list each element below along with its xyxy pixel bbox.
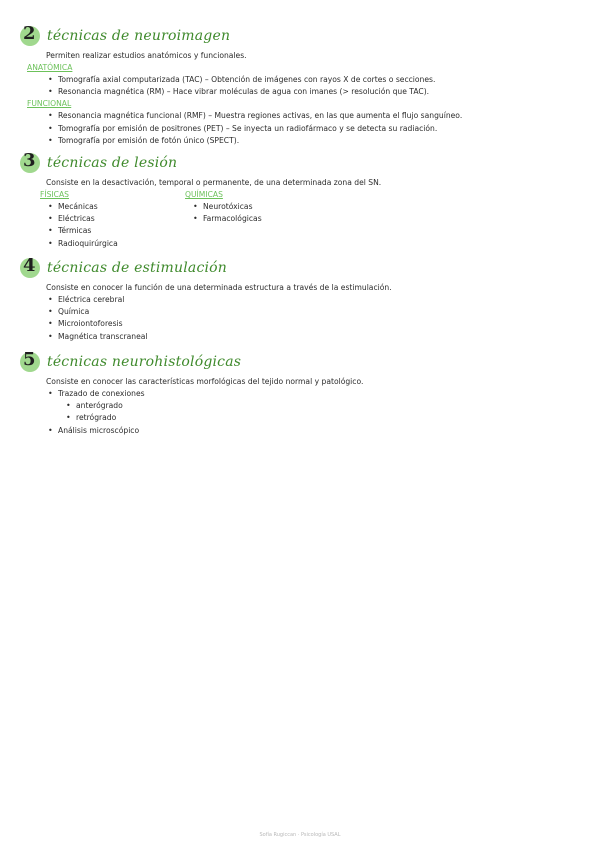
section-neurohistologicas: [20, 350, 580, 437]
list-item: • Eléctricas: [20, 213, 165, 225]
section-neuroimagen: [20, 24, 580, 147]
section-header: [20, 350, 580, 374]
number-badge: [20, 257, 42, 279]
section-number: 5: [23, 349, 36, 370]
list-item: • Eléctrica cerebral: [20, 294, 580, 306]
section-title: técnicas de lesión: [47, 155, 178, 171]
list-item: • Trazado de conexiones: [20, 388, 580, 400]
list-item: • Radioquirúrgica: [20, 238, 165, 250]
section-estimulacion: [20, 256, 580, 343]
sub-list-item: • retrógrado: [20, 412, 580, 424]
page-footer: Sofía Rugiccan · Psicología USAL: [259, 832, 341, 838]
section-title: técnicas de estimulación: [47, 260, 228, 276]
list-item: • Resonancia magnética (RM) – Hace vibrar moléculas de agua con imanes (> resolución que TAC).: [20, 86, 580, 98]
section-number: 2: [23, 23, 36, 44]
section-header: [20, 256, 580, 280]
list-item: • Magnética transcraneal: [20, 331, 580, 343]
list-item: • Mecánicas: [20, 201, 165, 213]
estimulacion-list: [20, 294, 580, 343]
neurohistologicas-list: [20, 388, 580, 437]
section-intro: Permiten realizar estudios anatómicos y funcionales.: [46, 51, 247, 60]
section-intro: Consiste en conocer las características morfológicas del tejido normal y patológico.: [46, 377, 364, 386]
list-item: • Análisis microscópico: [20, 425, 580, 437]
section-header: [20, 24, 580, 48]
group-label-funcional: FUNCIONAL: [27, 99, 72, 109]
list-item: • Tomografía por emisión de positrones (PET) – Se inyecta un radiofármaco y se detecta su radiación.: [20, 123, 580, 135]
section-title: técnicas neurohistológicas: [47, 354, 242, 370]
list-item: • Resonancia magnética funcional (RMF) – Muestra regiones activas, en las que aumenta el flujo sanguíneo.: [20, 110, 580, 122]
list-item: • Tomografía por emisión de fotón único (SPECT).: [20, 135, 580, 147]
group-label-fisicas: FÍSICAS: [40, 190, 69, 199]
number-badge: [20, 25, 42, 47]
section-number: 4: [23, 255, 36, 276]
sub-list-item: • anterógrado: [20, 400, 580, 412]
section-lesion: [20, 151, 580, 250]
list-item: • Térmicas: [20, 225, 165, 237]
section-number: 3: [23, 150, 36, 171]
list-item: • Microiontoforesis: [20, 318, 580, 330]
fisicas-list: [20, 201, 165, 250]
group-label-anatomica: ANATÓMICA: [27, 63, 73, 72]
list-item: • Farmacológicas: [165, 213, 310, 225]
column-quimicas: [165, 189, 310, 250]
funcional-list: [20, 110, 580, 147]
group-label-quimicas: QUÍMICAS: [185, 190, 223, 199]
number-badge: [20, 152, 42, 174]
list-item: • Química: [20, 306, 580, 318]
section-intro: Consiste en la desactivación, temporal o permanente, de una determinada zona del SN.: [46, 178, 382, 187]
list-item: • Neurotóxicas: [165, 201, 310, 213]
column-fisicas: [20, 189, 165, 250]
list-item: • Tomografía axial computarizada (TAC) – Obtención de imágenes con rayos X de cortes o secciones.: [20, 74, 580, 86]
section-intro: Consiste en conocer la función de una determinada estructura a través de la estimulación.: [46, 283, 392, 292]
lesion-columns: [20, 189, 580, 250]
anatomica-list: [20, 74, 580, 98]
section-title: técnicas de neuroimagen: [47, 28, 231, 44]
section-header: [20, 151, 580, 175]
number-badge: [20, 351, 42, 373]
quimicas-list: [165, 201, 310, 225]
